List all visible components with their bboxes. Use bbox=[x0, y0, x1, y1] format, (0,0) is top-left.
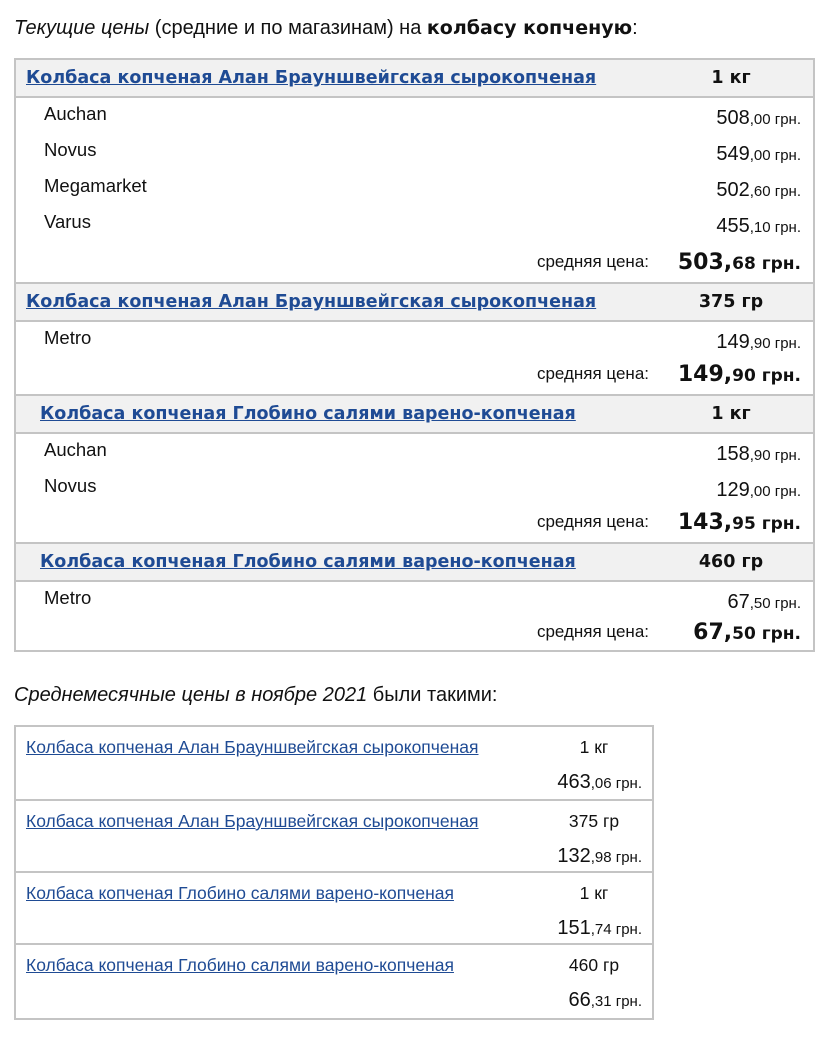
store-price: 158,90 грн. bbox=[716, 443, 801, 465]
store-price: 149,90 грн. bbox=[716, 331, 801, 353]
average-price-value: 149,90 грн. bbox=[677, 362, 801, 387]
monthly-price: 66,31 грн. bbox=[568, 989, 642, 1011]
monthly-price: 151,74 грн. bbox=[557, 917, 642, 939]
store-name: Auchan bbox=[44, 103, 107, 124]
store-price-row bbox=[16, 98, 813, 134]
monthly-price: 132,98 грн. bbox=[557, 845, 642, 867]
monthly-price: 463,06 грн. bbox=[557, 771, 642, 793]
store-price: 455,10 грн. bbox=[716, 215, 801, 237]
store-name: Megamarket bbox=[44, 175, 147, 196]
monthly-row bbox=[16, 727, 652, 799]
monthly-product-link[interactable]: Колбаса копченая Глобино салями варено-копченая bbox=[26, 883, 454, 903]
monthly-row bbox=[16, 943, 652, 1020]
average-price-value: 143,95 грн. bbox=[677, 510, 801, 535]
store-price-row bbox=[16, 434, 813, 470]
product-header bbox=[16, 282, 813, 322]
store-price-row bbox=[16, 206, 813, 242]
store-name: Auchan bbox=[44, 439, 107, 460]
average-price-label: средняя цена: bbox=[536, 364, 649, 383]
intro2-italic: Среднемесячные цены в ноябре 2021 bbox=[14, 684, 368, 706]
store-price-row bbox=[16, 582, 813, 618]
intro2-rest: были такими: bbox=[367, 684, 498, 706]
intro-bold: колбасу копченую bbox=[426, 17, 633, 39]
monthly-product-link[interactable]: Колбаса копченая Глобино салями варено-копченая bbox=[26, 955, 454, 975]
average-price-value: 503,68 грн. bbox=[677, 250, 801, 275]
average-price-row bbox=[16, 504, 813, 540]
store-name: Metro bbox=[44, 327, 92, 348]
monthly-row bbox=[16, 871, 652, 945]
product-link[interactable]: Колбаса копченая Глобино салями варено-копченая bbox=[40, 552, 576, 572]
store-price: 549,00 грн. bbox=[716, 143, 801, 165]
store-price-row bbox=[16, 470, 813, 506]
intro-suffix: : bbox=[632, 17, 638, 39]
product-link[interactable]: Колбаса копченая Глобино салями варено-копченая bbox=[40, 404, 576, 424]
store-name: Novus bbox=[44, 139, 97, 160]
average-price-label: средняя цена: bbox=[536, 252, 649, 271]
monthly-product-link[interactable]: Колбаса копченая Алан Брауншвейгская сырокопченая bbox=[26, 811, 479, 831]
product-header bbox=[16, 60, 813, 98]
product-quantity: 460 гр bbox=[698, 552, 764, 572]
monthly-quantity: 1 кг bbox=[579, 737, 609, 757]
intro-italic: Текущие цены bbox=[14, 17, 150, 39]
monthly-quantity: 375 гр bbox=[568, 811, 620, 831]
store-price: 67,50 грн. bbox=[727, 591, 801, 613]
store-price: 129,00 грн. bbox=[716, 479, 801, 501]
store-price: 508,00 грн. bbox=[716, 107, 801, 129]
product-header bbox=[16, 394, 813, 434]
average-price-row bbox=[16, 244, 813, 280]
store-price-row bbox=[16, 322, 813, 358]
current-prices-table bbox=[14, 58, 815, 652]
store-name: Novus bbox=[44, 475, 97, 496]
store-name: Varus bbox=[44, 211, 91, 232]
average-price-row bbox=[16, 614, 813, 650]
monthly-quantity: 460 гр bbox=[568, 955, 620, 975]
intro-middle: (средние и по магазинам) на bbox=[149, 17, 427, 39]
average-price-row bbox=[16, 356, 813, 392]
product-link[interactable]: Колбаса копченая Алан Брауншвейгская сырокопченая bbox=[26, 68, 597, 88]
store-name: Metro bbox=[44, 587, 92, 608]
store-price-row bbox=[16, 134, 813, 170]
monthly-row bbox=[16, 799, 652, 873]
product-quantity: 375 гр bbox=[698, 292, 764, 312]
average-price-value: 67,50 грн. bbox=[693, 620, 801, 645]
monthly-product-link[interactable]: Колбаса копченая Алан Брауншвейгская сырокопченая bbox=[26, 737, 479, 757]
average-price-label: средняя цена: bbox=[536, 512, 649, 531]
product-quantity: 1 кг bbox=[711, 68, 751, 88]
store-price: 502,60 грн. bbox=[716, 179, 801, 201]
monthly-prices-table bbox=[14, 725, 654, 1020]
current-prices-intro bbox=[14, 14, 638, 42]
product-quantity: 1 кг bbox=[711, 404, 751, 424]
product-link[interactable]: Колбаса копченая Алан Брауншвейгская сырокопченая bbox=[26, 292, 597, 312]
product-header bbox=[16, 542, 813, 582]
monthly-prices-intro bbox=[14, 681, 497, 709]
monthly-quantity: 1 кг bbox=[579, 883, 609, 903]
average-price-label: средняя цена: bbox=[536, 622, 649, 641]
store-price-row bbox=[16, 170, 813, 206]
